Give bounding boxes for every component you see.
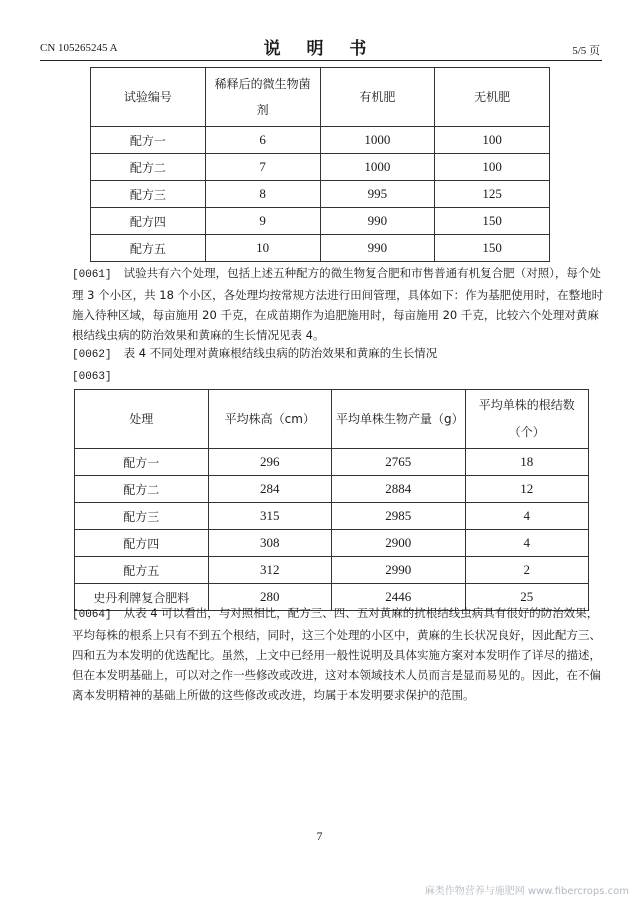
table-cell: 18	[465, 449, 588, 476]
table-cell: 配方四	[91, 208, 206, 235]
table-cell: 2765	[331, 449, 465, 476]
table-cell: 配方三	[91, 181, 206, 208]
table-row	[91, 235, 550, 262]
paragraph-0063	[72, 365, 606, 387]
table-cell: 1000	[320, 154, 435, 181]
table-header-cell: 稀释后的微生物菌剂	[205, 68, 320, 127]
table-header-cell: 有机肥	[320, 68, 435, 127]
table-cell: 配方五	[75, 557, 209, 584]
table-row	[75, 476, 589, 503]
paragraph-number: [0064]	[72, 609, 112, 621]
table-cell: 1000	[320, 127, 435, 154]
table-row	[75, 557, 589, 584]
table-cell: 配方二	[91, 154, 206, 181]
table-cell: 4	[465, 503, 588, 530]
table-cell: 2446	[331, 584, 465, 611]
table-cell: 配方三	[75, 503, 209, 530]
table-cell: 280	[208, 584, 331, 611]
page-header	[40, 34, 600, 60]
table-header-cell: 处理	[75, 390, 209, 449]
table-cell: 150	[435, 208, 550, 235]
table-cell: 995	[320, 181, 435, 208]
paragraph-number: [0061]	[72, 269, 112, 281]
table-row	[75, 530, 589, 557]
table-cell: 配方一	[91, 127, 206, 154]
paragraph-0064	[72, 603, 606, 705]
table-cell: 2990	[331, 557, 465, 584]
table-cell: 284	[208, 476, 331, 503]
table-cell: 2	[465, 557, 588, 584]
table-cell: 史丹利牌复合肥料	[75, 584, 209, 611]
table-cell: 配方五	[91, 235, 206, 262]
table-cell: 配方二	[75, 476, 209, 503]
table-row	[91, 154, 550, 181]
paragraph-text: 从表 4 可以看出，与对照相比，配方三、四、五对黄麻的抗根结线虫病具有很好的防治效果，平均每株的根系上只有不到五个根结，同时，这三个处理的小区中，黄麻的生长状况良好，因此配方三、四和五为本发明的优选配比。虽然，上文中已经用一般性说明及具体实施方案对本发明作了详尽的描述，但在本发明基础上，可以对之作一些修改或改进，这对本领域技术人员而言是显而易见的。因此，在不偏离本发明精神的基础上所做的这些修改或改进，均属于本发明要求保护的范围。	[72, 606, 601, 702]
table-cell: 990	[320, 208, 435, 235]
table-row	[91, 127, 550, 154]
table-cell: 2900	[331, 530, 465, 557]
publication-number: CN 105265245 A	[40, 42, 118, 54]
table-row	[75, 503, 589, 530]
table-row	[91, 208, 550, 235]
document-title: 说 明 书	[263, 39, 377, 59]
table-cell: 100	[435, 154, 550, 181]
results-table	[74, 389, 589, 611]
table-cell: 125	[435, 181, 550, 208]
table-header-cell: 平均单株的根结数（个）	[465, 390, 588, 449]
table-cell: 配方一	[75, 449, 209, 476]
paragraph-number: [0063]	[72, 371, 112, 383]
table-cell: 7	[205, 154, 320, 181]
paragraph-number: [0062]	[72, 349, 112, 361]
table-header-row	[91, 68, 550, 127]
table-cell: 配方四	[75, 530, 209, 557]
table-header-cell: 平均单株生物产量（g）	[331, 390, 465, 449]
paragraph-0061	[72, 263, 606, 345]
table-header-row	[75, 390, 589, 449]
paragraph-text: 试验共有六个处理，包括上述五种配方的微生物复合肥和市售普通有机复合肥（对照），每个处理 3 个小区，共 18 个小区，各处理均按常规方法进行田间管理，具体如下：作为基肥使用时，在整地时施入待种区域，每亩施用 20 千克，在成苗期作为追肥施用时，每亩施用 20 千克，比较六个处理对黄麻根结线虫病的防治效果和黄麻的生长情况见表 4。	[72, 266, 604, 342]
table-cell: 990	[320, 235, 435, 262]
page-indicator: 5/5 页	[572, 45, 600, 57]
table-cell: 4	[465, 530, 588, 557]
header-divider	[40, 60, 602, 61]
table-cell: 315	[208, 503, 331, 530]
table-cell: 6	[205, 127, 320, 154]
table-cell: 312	[208, 557, 331, 584]
site-watermark: 麻类作物营养与施肥网 www.fibercrops.com	[424, 886, 629, 897]
table-cell: 150	[435, 235, 550, 262]
table-cell: 2985	[331, 503, 465, 530]
table-cell: 10	[205, 235, 320, 262]
table-cell: 2884	[331, 476, 465, 503]
table-cell: 296	[208, 449, 331, 476]
table-cell: 8	[205, 181, 320, 208]
table-header-cell: 平均株高（cm）	[208, 390, 331, 449]
table-header-cell: 试验编号	[91, 68, 206, 127]
table-cell: 9	[205, 208, 320, 235]
table-header-cell: 无机肥	[435, 68, 550, 127]
table-row	[75, 449, 589, 476]
table-cell: 12	[465, 476, 588, 503]
page-number: 7	[316, 829, 323, 843]
table-caption: 表 4 不同处理对黄麻根结线虫病的防治效果和黄麻的生长情况	[123, 346, 438, 360]
table-cell: 100	[435, 127, 550, 154]
formula-table	[90, 67, 550, 262]
paragraph-0062	[72, 343, 606, 365]
table-cell: 25	[465, 584, 588, 611]
table-row	[91, 181, 550, 208]
table-cell: 308	[208, 530, 331, 557]
